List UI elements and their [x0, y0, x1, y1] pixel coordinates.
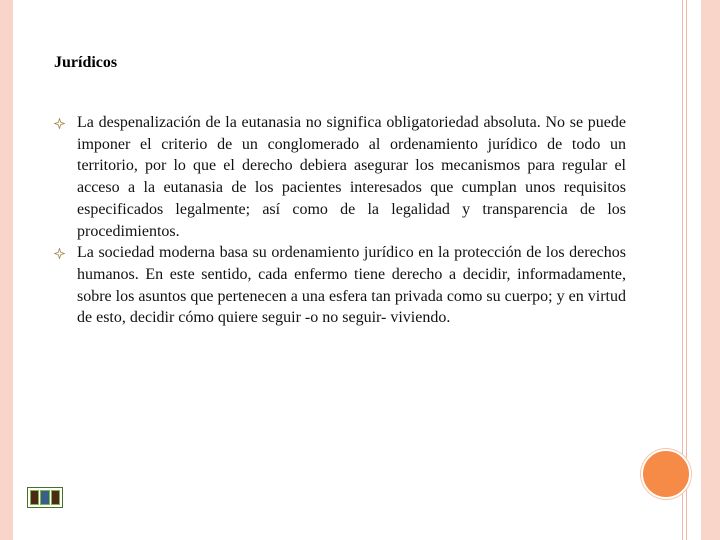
bullet-item [54, 112, 626, 242]
previous-slide-button[interactable] [30, 490, 39, 505]
bullet-item [54, 242, 626, 329]
four-pointed-star-icon [54, 248, 65, 259]
home-slide-button[interactable] [40, 490, 50, 505]
bullet-text: La despenalización de la eutanasia no significa obligatoriedad absoluta. No se puede imponer el criterio de un conglomerado al ordenamiento jurídico de todo un territorio, por lo que el derecho debiera asegurar los mecanismos para regular el acceso a la eutanasia de los pacientes interesados que cumplan unos requisitos especificados legalmente; así como de la legalidad y transparencia de los procedimientos. [77, 114, 626, 240]
bullet-list [54, 112, 626, 329]
slide-title: Jurídicos [54, 54, 118, 71]
orange-circle-decoration [641, 449, 691, 499]
slide-navigation-control [27, 487, 63, 508]
next-slide-button[interactable] [51, 490, 60, 505]
four-pointed-star-icon [54, 118, 65, 129]
bullet-text: La sociedad moderna basa su ordenamiento jurídico en la protección de los derechos humanos. En este sentido, cada enfermo tiene derecho a decidir, informadamente, sobre los asuntos que pertenecen a una esfera tan privada como su cuerpo; y en virtud de esto, decidir cómo quiere seguir -o no seguir- viviendo. [77, 244, 626, 327]
